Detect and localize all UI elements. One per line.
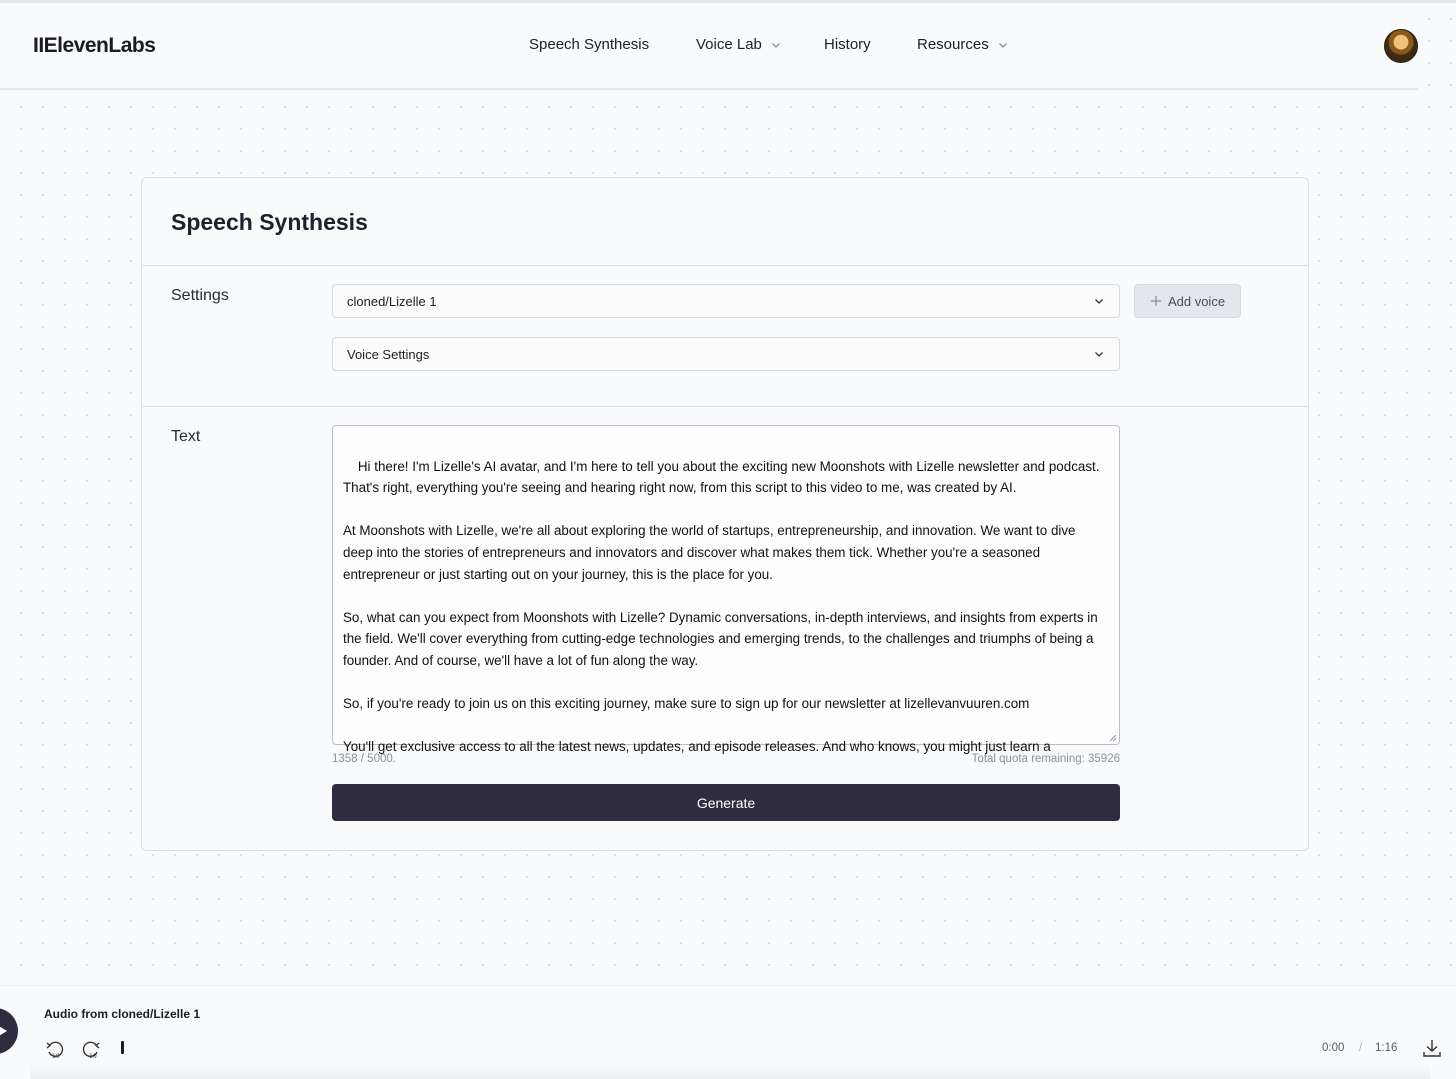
add-voice-label: Add voice <box>1167 293 1226 309</box>
generate-button[interactable]: Generate <box>332 784 1120 821</box>
chevron-down-icon <box>1093 295 1105 307</box>
plus-icon <box>1150 295 1162 307</box>
chevron-down-icon <box>770 39 782 51</box>
character-counter: 1358 / 5000. <box>332 753 396 765</box>
page-title: Speech Synthesis <box>171 209 368 235</box>
nav-speech-synthesis[interactable] <box>529 36 649 53</box>
nav-resources[interactable] <box>917 36 1009 53</box>
resize-handle-icon[interactable] <box>1109 734 1117 742</box>
voice-settings-label: Voice Settings <box>347 346 430 362</box>
audio-title: Audio from cloned/Lizelle 1 <box>44 1007 201 1021</box>
nav-history[interactable] <box>824 36 871 53</box>
time-separator: / <box>1359 1042 1363 1054</box>
quota-remaining: Total quota remaining: 35926 <box>971 753 1120 765</box>
nav-item-label: Voice Lab <box>696 36 762 53</box>
add-voice-button[interactable] <box>1134 284 1241 318</box>
chevron-down-icon <box>997 39 1009 51</box>
chevron-down-icon <box>1093 348 1105 360</box>
download-icon[interactable] <box>1421 1037 1443 1059</box>
voice-settings-select[interactable] <box>332 337 1120 371</box>
bottom-fade <box>30 1064 1430 1079</box>
user-avatar[interactable] <box>1384 29 1418 63</box>
forward-10-icon[interactable] <box>80 1039 102 1061</box>
rewind-10-icon[interactable] <box>44 1039 66 1061</box>
current-time: 0:00 <box>1322 1042 1345 1054</box>
main-nav <box>0 36 1418 60</box>
voice-select[interactable] <box>332 284 1120 318</box>
text-label: Text <box>171 428 201 445</box>
text-input[interactable] <box>332 425 1120 755</box>
settings-label: Settings <box>171 287 229 304</box>
svg-text:10: 10 <box>52 1053 60 1060</box>
elevenlabs-logo[interactable]: IIElevenLabs <box>33 34 156 57</box>
text-input-value: Hi there! I'm Lizelle's AI avatar, and I'm here to tell you about the exciting new Moonshots with Lizelle newsletter and podcast. That's right, everything you're seeing and hearing right now, from this script to this video to me, was created by AI. At Moonshots with Lizelle, we're all about exploring the world of startups, entrepreneurship, and innovation. We want to dive deep into the stories of entrepreneurs and innovators and discover what makes them tick. Whether you're a seasoned entrepreneur or just starting out on your journey, this is the place for you. So, what can you expect from Moonshots with Lizelle? Dynamic conversations, in-depth interviews, and insights from experts in the field. We'll cover everything from cutting-edge technologies and emerging trends, to the challenges and triumphs of being a founder. And of course, we'll have a lot of fun along the way. So, if you're ready to join us on this exciting journey, make sure to sign up for our newsletter at lizellevanvuuren.com You'll get exclusive access to all the latest news, updates, and episode releases. And who knows, you might just learn a <box>343 458 1100 755</box>
duration: 1:16 <box>1375 1042 1398 1054</box>
seek-handle[interactable] <box>121 1041 124 1054</box>
nav-item-label: Speech Synthesis <box>529 36 650 53</box>
divider <box>142 265 1308 266</box>
voice-select-value: cloned/Lizelle 1 <box>347 293 437 309</box>
nav-voice-lab[interactable] <box>696 36 782 53</box>
speech-synthesis-card <box>141 177 1309 851</box>
nav-item-label: History <box>824 36 871 53</box>
play-icon <box>0 1024 8 1038</box>
play-button[interactable] <box>0 1008 18 1054</box>
divider <box>142 406 1308 407</box>
top-nav-bar <box>0 3 1418 90</box>
svg-text:10: 10 <box>89 1053 97 1060</box>
nav-item-label: Resources <box>917 36 989 53</box>
